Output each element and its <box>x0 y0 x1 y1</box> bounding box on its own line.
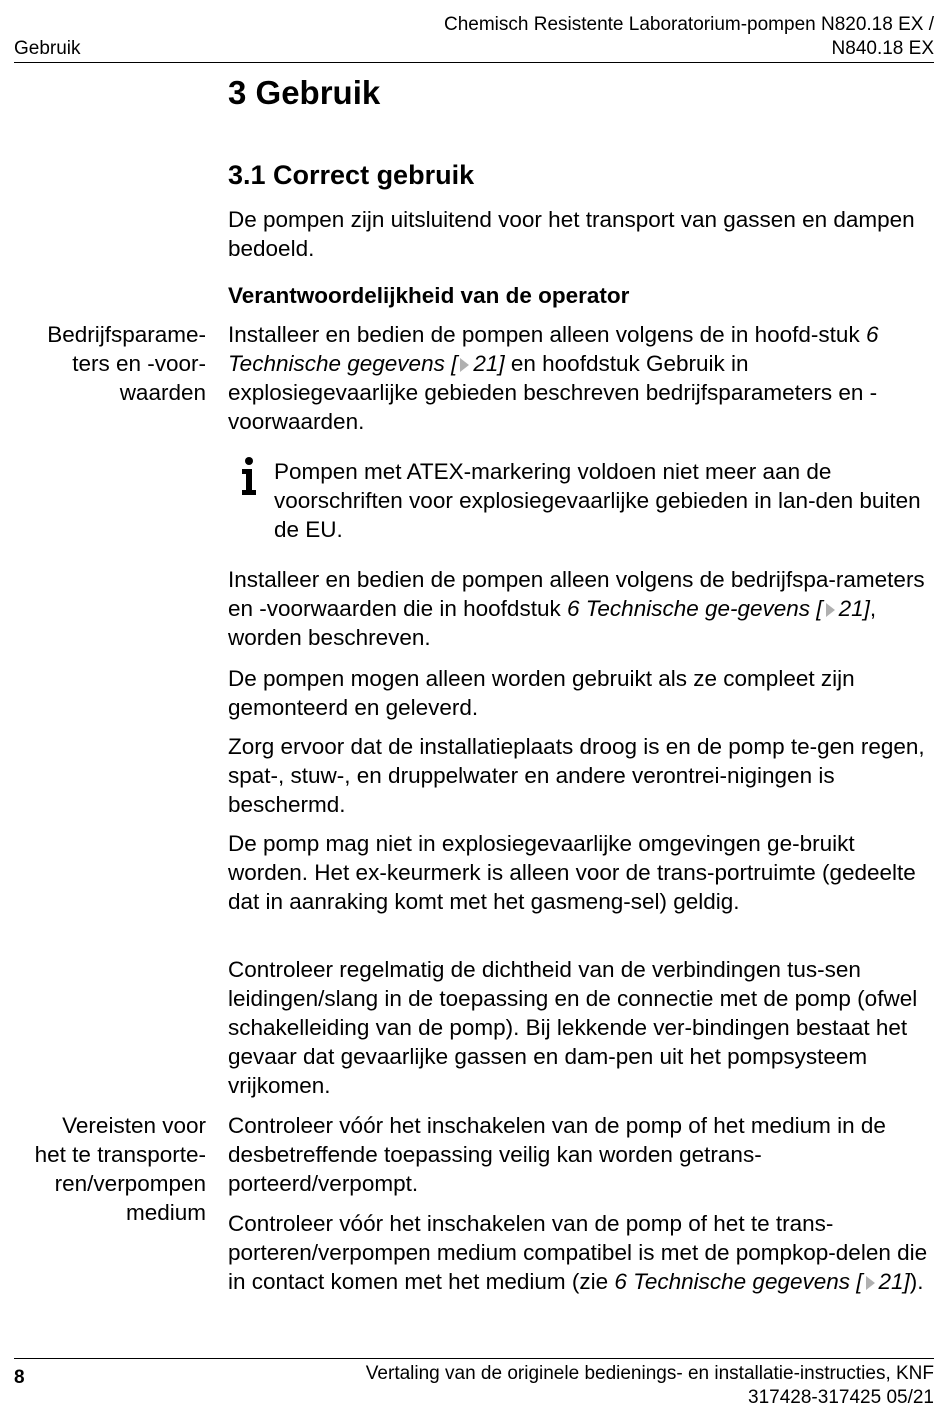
intro-paragraph: De pompen zijn uitsluitend voor het transport van gassen en dampen bedoeld. <box>228 207 915 261</box>
footer-line-1: Vertaling van de originele bedienings- en installatie-instructies, KNF <box>365 1363 934 1384</box>
reference-text: 6 Technische ge-gevens [ <box>566 596 823 621</box>
margin-note-line: ren/verpompen <box>54 1171 206 1196</box>
section-title: 3.1 Correct gebruik <box>228 160 475 190</box>
atex-info-note: Pompen met ATEX-markering voldoen niet meer aan de voorschriften voor explosiegevaarlijke gebieden in lan-den buiten de EU. <box>274 459 921 542</box>
margin-note-line: Bedrijfsparame- <box>47 322 206 347</box>
assembly-paragraph: De pompen mogen alleen worden gebruikt als ze compleet zijn gemonteerd en geleverd. <box>228 666 855 720</box>
margin-note-line: Vereisten voor <box>62 1113 206 1138</box>
margin-note-medium-requirements <box>6 1111 206 1227</box>
page-arrow-icon <box>866 1276 875 1290</box>
margin-note-line: medium <box>125 1200 206 1225</box>
margin-note-line: het te transporte- <box>34 1142 206 1167</box>
footer-line-2: 317428-317425 05/21 <box>748 1387 934 1408</box>
product-line-2: N840.18 EX <box>831 38 934 59</box>
running-header-product <box>444 13 934 61</box>
text: Controleer vóór het inschakelen van de pomp of het te trans-porteren/verpompen medium compatibel is met de pompkop-delen die in contact komen met het medium (zie <box>228 1211 928 1294</box>
operating-paragraph <box>228 320 928 436</box>
margin-note-operating-parameters <box>6 320 206 407</box>
parameters-paragraph <box>228 565 928 652</box>
product-line-1: Chemisch Resistente Laboratorium-pompen N820.18 EX / <box>443 14 934 35</box>
cross-reference-link[interactable] <box>614 1269 909 1294</box>
text: Installeer en bedien de pompen alleen volgens de in hoofd-stuk <box>228 322 866 347</box>
reference-text: 6 Technische gegevens [ <box>228 322 879 376</box>
page-arrow-icon <box>460 358 469 372</box>
cross-reference-link[interactable] <box>567 596 870 621</box>
explosive-environment-paragraph: De pomp mag niet in explosiegevaarlijke omgevingen ge-bruikt worden. Het ex-keurmerk is alleen voor de trans-portruimte (gedeelte dat in aanraking komt met het gasmeng-sel) geldig. <box>228 831 916 914</box>
margin-note-line: waarden <box>119 380 206 405</box>
margin-note-line: ters en -voor- <box>72 351 206 376</box>
text: , worden beschreven. <box>228 596 877 650</box>
info-icon <box>238 454 260 498</box>
page-arrow-icon <box>826 603 835 617</box>
text: Installeer en bedien de pompen alleen volgens de bedrijfspa-rameters en -voorwaarden die in hoofdstuk <box>228 567 925 621</box>
installation-site-paragraph: Zorg ervoor dat de installatieplaats droog is en de pomp te-gen regen, spat-, stuw-, en druppelwater en andere verontrei-nigingen is beschermd. <box>228 734 925 817</box>
header-rule <box>14 62 934 63</box>
running-header-section: Gebruik <box>14 38 81 59</box>
reference-page: 21] <box>838 596 870 621</box>
page-number: 8 <box>14 1367 25 1388</box>
text: en hoofdstuk Gebruik in explosiegevaarlijke gebieden beschreven bedrijfsparameters en -voorwaarden. <box>228 351 878 434</box>
footer-document-info <box>366 1362 934 1410</box>
chapter-title: 3 Gebruik <box>228 74 381 111</box>
text: ). <box>909 1269 924 1294</box>
reference-page: 21] <box>473 351 505 376</box>
footer-rule <box>14 1358 934 1359</box>
medium-safety-paragraph: Controleer vóór het inschakelen van de pomp of het medium in de desbetreffende toepassing veilig kan worden getrans-porteerd/verpompt. <box>228 1113 886 1196</box>
operator-subheading: Verantwoordelijkheid van de operator <box>228 283 630 308</box>
reference-text: 6 Technische gegevens [ <box>614 1269 863 1294</box>
medium-compatibility-paragraph <box>228 1209 928 1296</box>
leak-check-paragraph: Controleer regelmatig de dichtheid van de verbindingen tus-sen leidingen/slang in de toepassing en de connectie met de pomp (ofwel schakelleiding van de pomp). Bij lekkende ver-bindingen bestaat het gevaar dat gevaarlijke gassen en dam-pen uit het pompsysteem vrijkomen. <box>228 957 918 1098</box>
reference-page: 21] <box>878 1269 910 1294</box>
